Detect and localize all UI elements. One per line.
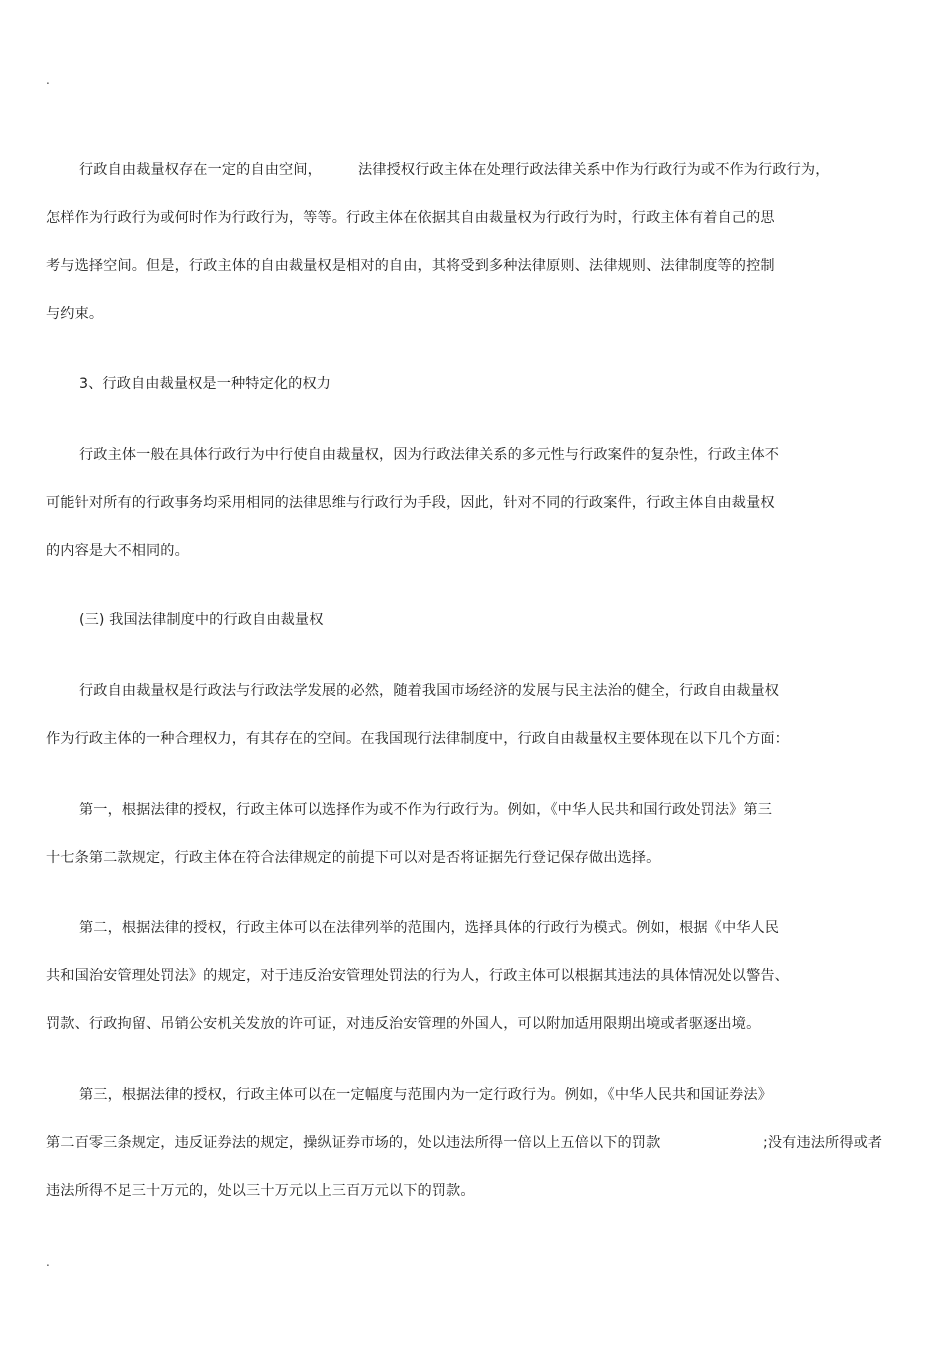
text-line: 作为行政主体的一种合理权力，有其存在的空间。在我国现行法律制度中，行政自由裁量权主要体现在以下几个方面： <box>46 731 789 747</box>
text-line: 法律授权行政主体在处理行政法律关系中作为行政行为或不作为行政行为， <box>358 162 830 178</box>
text-line: 怎样作为行政行为或何时作为行政行为，等等。行政主体在依据其自由裁量权为行政行为时，行政主体有着自己的思 <box>46 210 775 226</box>
text-line: ;没有违法所得或者 <box>763 1135 883 1151</box>
text-line: 第二，根据法律的授权，行政主体可以在法律列举的范围内，选择具体的行政行为模式。例如，根据《中华人民 <box>79 920 780 936</box>
text-line: 十七条第二款规定，行政主体在符合法律规定的前提下可以对是否将证据先行登记保存做出选择。 <box>46 850 661 866</box>
text-line: 违法所得不足三十万元的，处以三十万元以上三百万元以下的罚款。 <box>46 1183 475 1199</box>
text-line: 第三，根据法律的授权，行政主体可以在一定幅度与范围内为一定行政行为。例如，《中华人民共和国证券法》 <box>79 1087 772 1103</box>
section-heading: 3、行政自由裁量权是一种特定化的权力 <box>79 376 332 392</box>
text-line: 与约束。 <box>46 306 104 322</box>
text-line: 可能针对所有的行政事务均采用相同的法律思维与行政行为手段，因此，针对不同的行政案件，行政主体自由裁量权 <box>46 495 775 511</box>
text-line: 第一，根据法律的授权，行政主体可以选择作为或不作为行政行为。例如，《中华人民共和国行政处罚法》第三 <box>79 802 772 818</box>
text-line: 第二百零三条规定，违反证券法的规定，操纵证券市场的，处以违法所得一倍以上五倍以下的罚款 <box>46 1135 661 1151</box>
section-heading: (三) 我国法律制度中的行政自由裁量权 <box>79 612 324 628</box>
text-line: 考与选择空间。但是，行政主体的自由裁量权是相对的自由，其将受到多种法律原则、法律规则、法律制度等的控制 <box>46 258 775 274</box>
text-line: 罚款、行政拘留、吊销公安机关发放的许可证，对违反治安管理的外国人，可以附加适用限期出境或者驱逐出境。 <box>46 1016 761 1032</box>
page-top-mark: . <box>46 73 50 87</box>
text-line: 行政自由裁量权是行政法与行政法学发展的必然，随着我国市场经济的发展与民主法治的健全，行政自由裁量权 <box>79 683 780 699</box>
page-bottom-mark: . <box>46 1255 50 1269</box>
text-line: 行政自由裁量权存在一定的自由空间， <box>79 162 322 178</box>
text-line: 的内容是大不相同的。 <box>46 543 189 559</box>
text-line: 共和国治安管理处罚法》的规定，对于违反治安管理处罚法的行为人，行政主体可以根据其违法的具体情况处以警告、 <box>46 968 789 984</box>
text-line: 行政主体一般在具体行政行为中行使自由裁量权，因为行政法律关系的多元性与行政案件的复杂性，行政主体不 <box>79 447 780 463</box>
